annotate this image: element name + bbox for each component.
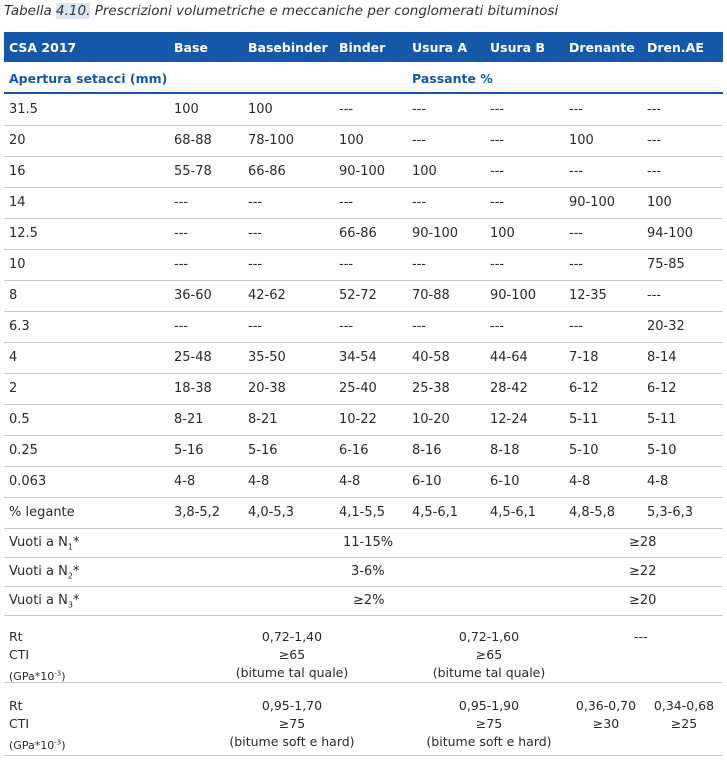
table-cell: 6-12: [647, 381, 677, 396]
rt-values-usura: [414, 628, 564, 682]
table-cell: ---: [412, 195, 427, 210]
table-row: [4, 466, 723, 498]
table-cell: ---: [647, 102, 662, 117]
table-cell: ---: [569, 257, 584, 272]
rt-values-usura: [414, 697, 564, 751]
table-cell: ---: [174, 257, 189, 272]
table-cell: 44-64: [490, 350, 528, 365]
voids-row: [4, 586, 723, 616]
table-cell: 52-72: [339, 288, 377, 303]
table-cell: 4,5-6,1: [412, 505, 459, 520]
rt-values-drenante: [566, 697, 646, 733]
voids-subscript: 2: [67, 571, 73, 581]
table-cell: 4,5-6,1: [490, 505, 537, 520]
sieve-opening-label: Apertura setacci (mm): [9, 71, 168, 86]
table-cell: 90-100: [339, 164, 386, 179]
unit-close: ): [61, 669, 66, 683]
table-row: [4, 187, 723, 219]
bitumen-note: (bitume soft e hard): [426, 734, 552, 749]
table-cell: 5-10: [647, 443, 677, 458]
table-cell: ---: [569, 164, 584, 179]
table-cell: 90-100: [569, 195, 616, 210]
table-cell: 10-20: [412, 412, 450, 427]
table-cell: 90-100: [412, 226, 459, 241]
table-cell: 100: [339, 133, 364, 148]
voids-value-drainage: ≥22: [629, 564, 657, 579]
header-cell: Usura B: [490, 40, 545, 55]
header-cell: Binder: [339, 40, 386, 55]
cti-value: ≥65: [278, 647, 306, 662]
header-cell: CSA 2017: [9, 40, 77, 55]
cti-value: ≥65: [475, 647, 503, 662]
voids-label: [9, 593, 79, 610]
table-cell: ---: [248, 319, 263, 334]
table-cell: 5-16: [248, 443, 278, 458]
row-label: 0.25: [9, 443, 38, 458]
row-label: 10: [9, 257, 26, 272]
table-cell: 8-18: [490, 443, 520, 458]
table-cell: 8-16: [412, 443, 442, 458]
table-cell: 6-10: [490, 474, 520, 489]
unit-label: [9, 670, 65, 683]
table-cell: ---: [569, 226, 584, 241]
unit-exponent: -3: [54, 669, 62, 677]
table-row: [4, 94, 723, 126]
rt-label: Rt: [9, 629, 23, 644]
rt-value: 0,72-1,40: [261, 629, 323, 644]
table-cell: ---: [248, 257, 263, 272]
passing-percent-label: Passante %: [412, 71, 493, 86]
rt-values-drenante: ---: [634, 629, 648, 644]
table-cell: 8-14: [647, 350, 677, 365]
voids-subscript: 3: [67, 600, 73, 610]
rt-values-base-binder: [217, 628, 367, 682]
table-row: [4, 497, 723, 529]
rt-values-dren-ae: [644, 697, 724, 733]
bitumen-note: (bitume tal quale): [432, 665, 546, 680]
rt-row-1: [4, 622, 723, 683]
rt-value: 0,95-1,90: [458, 698, 520, 713]
voids-prefix: Vuoti a N: [9, 593, 68, 608]
voids-value-drainage: ≥20: [629, 593, 657, 608]
table-cell: 8-21: [174, 412, 204, 427]
unit-label: [9, 739, 65, 752]
rt-row-2: [4, 689, 723, 756]
table-cell: ---: [248, 195, 263, 210]
voids-value-dense: ≥2%: [353, 593, 385, 608]
voids-prefix: Vuoti a N: [9, 535, 68, 550]
table-row: [4, 404, 723, 436]
row-label: 14: [9, 195, 26, 210]
voids-value-dense: 3-6%: [351, 564, 385, 579]
table-cell: 3,8-5,2: [174, 505, 221, 520]
voids-row: [4, 528, 723, 558]
table-cell: ---: [339, 195, 354, 210]
table-cell: 12-24: [490, 412, 528, 427]
table-cell: ---: [412, 257, 427, 272]
table-cell: ---: [490, 102, 505, 117]
table-cell: 6-12: [569, 381, 599, 396]
rt-value: 0,95-1,70: [261, 698, 323, 713]
cti-value: ≥75: [475, 716, 503, 731]
table-cell: 6-16: [339, 443, 369, 458]
table-cell: ---: [569, 102, 584, 117]
table-cell: 20-32: [647, 319, 685, 334]
table-cell: 10-22: [339, 412, 377, 427]
table-cell: ---: [339, 319, 354, 334]
table-row: [4, 249, 723, 281]
table-cell: 100: [248, 102, 273, 117]
header-cell: Usura A: [412, 40, 468, 55]
table-cell: 4-8: [339, 474, 361, 489]
cti-value: ≥75: [278, 716, 306, 731]
table-row: [4, 373, 723, 405]
table-cell: 4,1-5,5: [339, 505, 386, 520]
table-cell: ---: [174, 226, 189, 241]
voids-suffix: *: [72, 564, 80, 579]
table-cell: ---: [490, 319, 505, 334]
voids-value-drainage: ≥28: [629, 535, 657, 550]
table-cell: 5-11: [647, 412, 677, 427]
table-cell: 6-10: [412, 474, 442, 489]
table-cell: 4-8: [174, 474, 196, 489]
table-caption: [4, 3, 558, 19]
row-label: 16: [9, 164, 26, 179]
table-row: [4, 311, 723, 343]
caption-text: Prescrizioni volumetriche e meccaniche per conglomerati bituminosi: [90, 3, 559, 19]
table-cell: 36-60: [174, 288, 212, 303]
table-cell: ---: [174, 319, 189, 334]
voids-prefix: Vuoti a N: [9, 564, 68, 579]
rt-value: 0,34-0,68: [653, 698, 715, 713]
table-cell: 100: [647, 195, 672, 210]
table-cell: 100: [412, 164, 437, 179]
table-cell: ---: [339, 102, 354, 117]
table-cell: ---: [490, 257, 505, 272]
table-cell: ---: [490, 133, 505, 148]
table-cell: 25-48: [174, 350, 212, 365]
table-cell: 34-54: [339, 350, 377, 365]
table-row: [4, 156, 723, 188]
voids-label: [9, 564, 79, 581]
rt-value: 0,72-1,60: [458, 629, 520, 644]
table-cell: 4-8: [569, 474, 591, 489]
voids-suffix: *: [72, 535, 80, 550]
table-cell: 40-58: [412, 350, 450, 365]
unit-exponent: -3: [54, 738, 62, 746]
rt-labels: [9, 697, 65, 755]
table-cell: ---: [248, 226, 263, 241]
table-cell: ---: [174, 195, 189, 210]
cti-label: CTI: [9, 716, 30, 731]
unit-close: ): [61, 738, 66, 752]
header-cell: Dren.AE: [647, 40, 704, 55]
header-cell: Basebinder: [248, 40, 328, 55]
table-cell: ---: [647, 133, 662, 148]
table-row: [4, 280, 723, 312]
row-label: 31.5: [9, 102, 38, 117]
table-cell: 4,8-5,8: [569, 505, 616, 520]
table-cell: 78-100: [248, 133, 295, 148]
table-cell: 55-78: [174, 164, 212, 179]
rt-labels: [9, 628, 65, 686]
row-label: 6.3: [9, 319, 30, 334]
cti-value: ≥30: [592, 716, 620, 731]
table-cell: ---: [412, 102, 427, 117]
table-row: [4, 342, 723, 374]
row-label: 12.5: [9, 226, 38, 241]
table-cell: 5,3-6,3: [647, 505, 694, 520]
row-label: 8: [9, 288, 18, 303]
table-cell: 25-38: [412, 381, 450, 396]
rt-label: Rt: [9, 698, 23, 713]
table-cell: 4,0-5,3: [248, 505, 295, 520]
caption-number: 4.10.: [56, 3, 91, 19]
table-cell: ---: [339, 257, 354, 272]
unit-base: (GPa*10: [9, 669, 55, 683]
voids-suffix: *: [72, 593, 80, 608]
rt-value: 0,36-0,70: [575, 698, 637, 713]
header-cell: Drenante: [569, 40, 635, 55]
table-cell: 5-16: [174, 443, 204, 458]
table-subheader-row: [4, 62, 723, 94]
table-row: [4, 125, 723, 157]
bitumen-note: (bitume tal quale): [235, 665, 349, 680]
table-header-row: [4, 32, 723, 62]
voids-value-dense: 11-15%: [343, 535, 394, 550]
row-label: % legante: [9, 505, 75, 520]
row-label: 0.063: [9, 474, 47, 489]
unit-base: (GPa*10: [9, 738, 55, 752]
table-row: [4, 435, 723, 467]
table-cell: ---: [412, 133, 427, 148]
table-cell: ---: [647, 164, 662, 179]
row-label: 4: [9, 350, 18, 365]
row-label: 0.5: [9, 412, 30, 427]
table-cell: 18-38: [174, 381, 212, 396]
row-label: 2: [9, 381, 18, 396]
table-cell: 100: [174, 102, 199, 117]
table-cell: 8-21: [248, 412, 278, 427]
row-label: 20: [9, 133, 26, 148]
table-cell: 94-100: [647, 226, 694, 241]
voids-subscript: 1: [67, 542, 73, 552]
table-cell: 5-10: [569, 443, 599, 458]
table-cell: 20-38: [248, 381, 286, 396]
cti-value: ≥25: [670, 716, 698, 731]
table-cell: 70-88: [412, 288, 450, 303]
rt-values-base-binder: [217, 697, 367, 751]
table-cell: 68-88: [174, 133, 212, 148]
bitumen-note: (bitume soft e hard): [229, 734, 355, 749]
header-cell: Base: [174, 40, 208, 55]
table-cell: 4-8: [248, 474, 270, 489]
table-cell: ---: [490, 195, 505, 210]
table-cell: 66-86: [248, 164, 286, 179]
table-cell: 100: [490, 226, 515, 241]
table-cell: 25-40: [339, 381, 377, 396]
table-row: [4, 218, 723, 250]
table-cell: ---: [647, 288, 662, 303]
table-cell: 12-35: [569, 288, 607, 303]
table-cell: 35-50: [248, 350, 286, 365]
voids-label: [9, 535, 79, 552]
table-cell: ---: [490, 164, 505, 179]
caption-label: Tabella: [4, 3, 57, 19]
cti-label: CTI: [9, 647, 30, 662]
table-cell: 7-18: [569, 350, 599, 365]
table-cell: 90-100: [490, 288, 537, 303]
table-cell: 4-8: [647, 474, 669, 489]
table-cell: 28-42: [490, 381, 528, 396]
table-cell: ---: [569, 319, 584, 334]
table-cell: 42-62: [248, 288, 286, 303]
voids-row: [4, 557, 723, 587]
table-cell: 100: [569, 133, 594, 148]
table-cell: ---: [412, 319, 427, 334]
table-cell: 75-85: [647, 257, 685, 272]
table-cell: 5-11: [569, 412, 599, 427]
table-cell: 66-86: [339, 226, 377, 241]
